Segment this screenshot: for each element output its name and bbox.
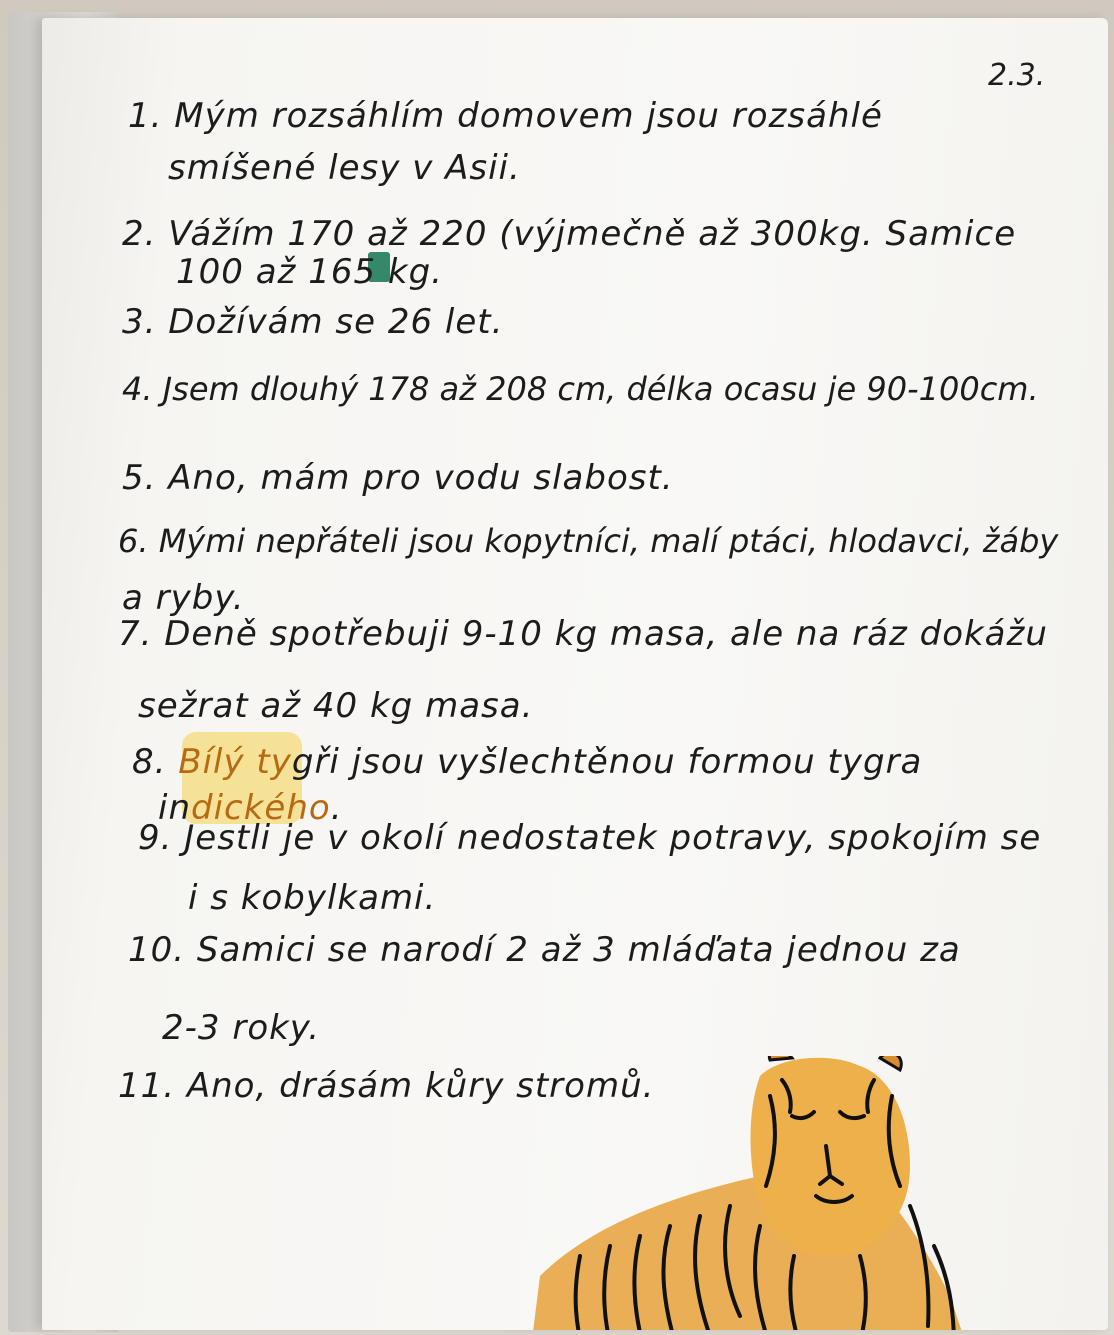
- tiger-body: [530, 1056, 970, 1330]
- answer-9-line-1: 9. Jestli je v okolí nedostatek potravy, spokojím se: [138, 818, 1042, 858]
- notebook-page: [42, 18, 1108, 1330]
- answer-8-line-2-start: in: [158, 788, 191, 828]
- answer-11: 11. Ano, drásám kůry stromů.: [118, 1066, 655, 1106]
- date-label: 2.3.: [988, 58, 1046, 93]
- answer-3: 3. Dožívám se 26 let.: [122, 302, 504, 342]
- answer-1-line-1: 1. Mým rozsáhlím domovem jsou rozsáhlé: [128, 96, 883, 136]
- answer-6-line-2: a ryby.: [122, 578, 245, 618]
- answer-10-line-1: 10. Samici se narodí 2 až 3 mláďata jednou za: [128, 930, 961, 970]
- answer-5: 5. Ano, mám pro vodu slabost.: [122, 458, 674, 498]
- answer-6-line-1: 6. Mými nepřáteli jsou kopytníci, malí ptáci, hlodavci, žáby: [118, 522, 1059, 560]
- answer-7-line-1: 7. Deně spotřebuji 9-10 kg masa, ale na ráz dokážu: [118, 614, 1048, 654]
- answer-7-line-2: sežrat až 40 kg masa.: [138, 686, 534, 726]
- answer-8-line-2-end: .: [330, 788, 343, 828]
- answer-8-line-1: [132, 742, 922, 782]
- answer-8-highlighted-text: Bílý ty: [178, 742, 292, 782]
- answer-8-number: 8.: [132, 742, 179, 782]
- answer-9-line-2: i s kobylkami.: [188, 878, 437, 918]
- answer-8-text: gři jsou vyšlechtěnou formou tygra: [291, 742, 923, 782]
- answer-2-line-2: 100 až 165 kg.: [176, 252, 443, 292]
- answer-1-line-2: smíšené lesy v Asii.: [168, 148, 521, 188]
- answer-2-line-1: 2. Vážím 170 až 220 (výjmečně až 300kg. Samice: [122, 214, 1017, 254]
- answer-4: 4. Jsem dlouhý 178 až 208 cm, délka ocasu je 90-100cm.: [122, 370, 1039, 408]
- answer-8-line-2-highlighted: dického: [191, 788, 331, 828]
- tiger-drawing: [530, 1056, 970, 1330]
- answer-10-line-2: 2-3 roky.: [162, 1008, 321, 1048]
